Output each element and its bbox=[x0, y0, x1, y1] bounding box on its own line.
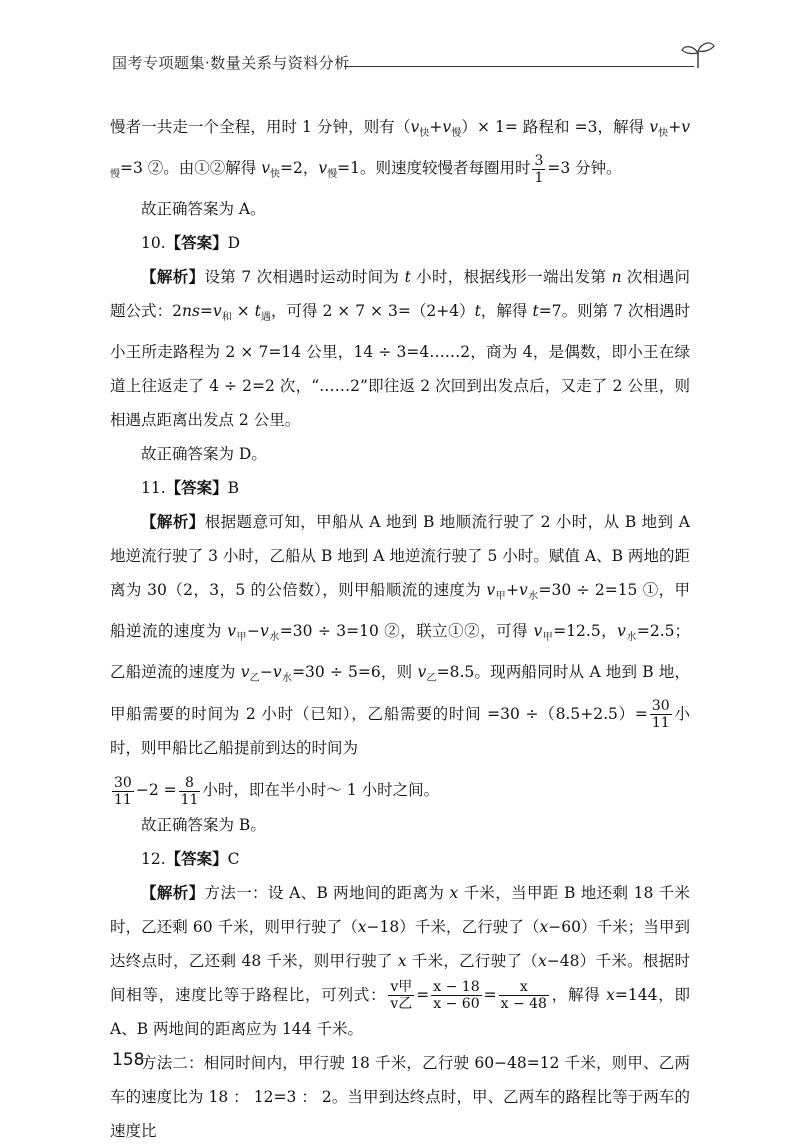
question-12-method-two: 方法二：相同时间内，甲行驶 18 千米，乙行驶 60−48=12 千米，则甲、乙两车的速度比为 18 ： 12=3 ： 2。当甲到达终点时，甲、乙两车的路程比等于两车的速度比 bbox=[110, 1054, 690, 1141]
header-rule bbox=[344, 66, 694, 67]
answer-conclusion-b: 故正确答案为 B。 bbox=[141, 815, 266, 834]
page-number: 158 bbox=[112, 1050, 145, 1070]
question-10-answer: 10.【答案】D bbox=[141, 233, 241, 253]
fraction: $\frac{3}{1}$ bbox=[534, 152, 544, 186]
paragraph-continuation: 慢者一共走一个全程，用时 1 分钟，则有$(v_快+v_慢)\times 1=$ 路程和 =3，解得 $v_快+v_慢=3$ ②。由①②解得 $v_快=2$，$v_慢=1$。则速度较慢者每圈用时 $\frac{3}{1}$ =3 分钟。 bbox=[110, 118, 691, 186]
running-header bbox=[112, 52, 712, 80]
sprout-icon bbox=[678, 38, 718, 70]
fraction: $\frac{\text{v甲}}{\text{v乙}}$ bbox=[390, 979, 413, 1013]
question-10-analysis: 【解析】设第 7 次相遇时运动时间为 t 小时，根据线形一端出发第 n 次相遇问题公式：$2ns=v_和 \times t_遇$，可得 2 × 7 × 3=（2+4）t，解得 t=7。则第 7 次相遇时小王所走路程为 2 × 7=14 公里，14 ÷ 3=4……2，商为 4，是偶数，即小王在绿道上往返走了 4 ÷ 2=2 次，“……2”即往返 2 次回到出发点后，又走了 2 公里，则相遇点距离出发点 2 公里。 bbox=[110, 267, 690, 430]
answer-conclusion-a: 故正确答案为 A。 bbox=[141, 200, 266, 219]
question-11-calculation: $\frac{30}{11}$ −2 = $\frac{8}{11}$ 小时，即在半小时～ 1 小时之间。 bbox=[114, 774, 440, 808]
answer-conclusion-d: 故正确答案为 D。 bbox=[141, 445, 267, 464]
fraction: $\frac{8}{11}$ bbox=[180, 774, 199, 808]
fraction: $\frac{30}{11}$ bbox=[114, 774, 132, 808]
question-12-answer: 12.【答案】C bbox=[141, 848, 240, 868]
header-title: 国考专项题集·数量关系与资料分析 bbox=[112, 54, 350, 72]
fraction: $\frac{x}{x - 48}$ bbox=[500, 979, 547, 1013]
question-11-answer: 11.【答案】B bbox=[141, 478, 240, 498]
fraction: $\frac{30}{11}$ bbox=[651, 698, 670, 732]
fraction: $\frac{x - 18}{x - 60}$ bbox=[433, 979, 480, 1013]
question-11-analysis: 【解析】根据题意可知，甲船从 A 地到 B 地顺流行驶了 2 小时，从 B 地到 A 地逆流行驶了 3 小时，乙船从 B 地到 A 地逆流行驶了 5 小时。赋值 A、B 两地的距离为 30（2，3，5 的公倍数），则甲船顺流的速度为 $v_甲+v_水=30 \div 2=15$ ①，甲船逆流的速度为 $v_甲-v_水=30 \div 3=10$ ②，联立①②，可得 $v_甲=12.5$，$v_水=2.5$；乙船逆流的速度为 $v_乙-v_水=30 \div 5=6$，则 $v_乙=8.5$。现两船同时从 A 地到 B 地，甲船需要的时间为 2 小时（已知），乙船需要的时间 =30 ÷（8.5+2.5）= $\frac{30}{11}$ 小时，则甲船比乙船提前到达的时间为 bbox=[110, 512, 691, 758]
question-12-analysis: 【解析】方法一：设 A、B 两地间的距离为 x 千米，当甲距 B 地还剩 18 千米时，乙还剩 60 千米，则甲行驶了（x−18）千米，乙行驶了（x−60）千米；当甲到达终点时，乙还剩 48 千米，则甲行驶了 x 千米，乙行驶了（x−48）千米。根据时间相等，速度比等于路程比，可列式： $\frac{\text{v甲}}{\text{v乙}}$ = $\frac{x - 18}{x - 60}$ = $\frac{x}{x - 48}$ ，解得 x=144，即 A、B 两地间的距离应为 144 千米。 bbox=[110, 882, 690, 1039]
main-content bbox=[110, 110, 690, 1148]
